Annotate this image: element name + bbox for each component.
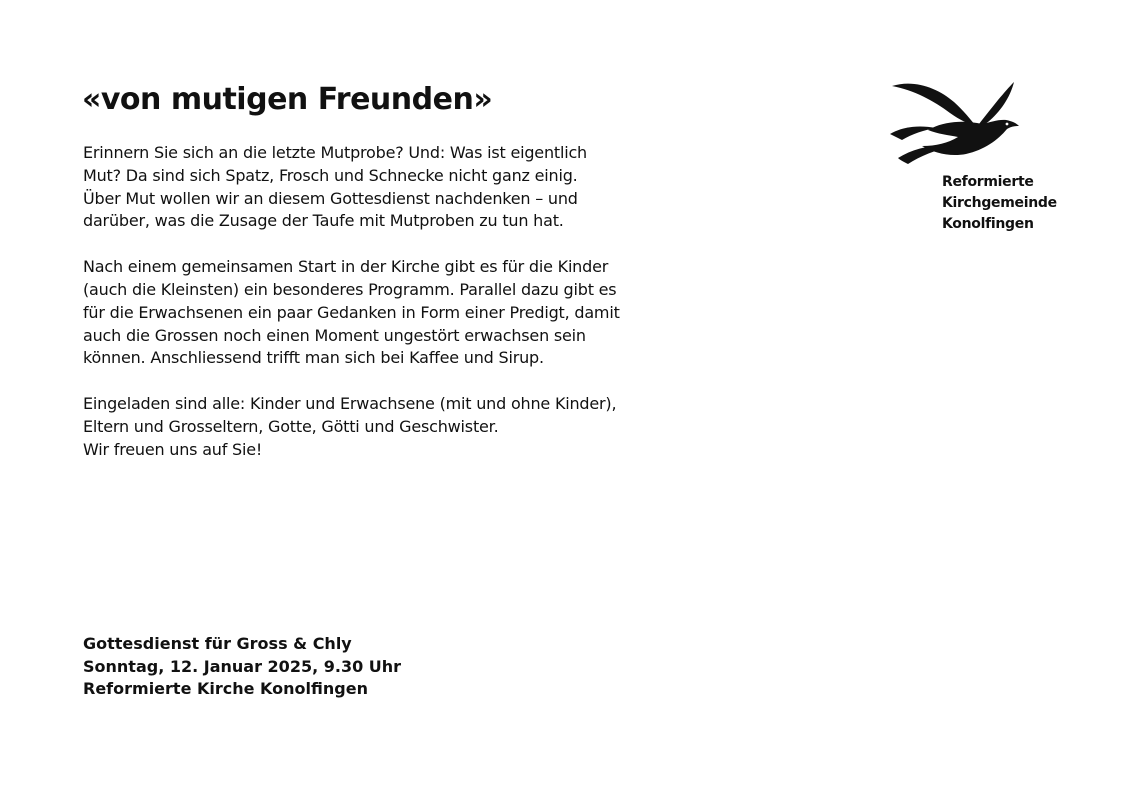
text-line: auch die Grossen noch einen Moment ungestört erwachsen sein (83, 325, 586, 345)
text-line: Wir freuen uns auf Sie! (83, 439, 263, 459)
paragraph-invitation (83, 393, 683, 461)
text-line: können. Anschliessend trifft man sich bei Kaffee und Sirup. (83, 348, 544, 368)
org-name-line: Reformierte (942, 174, 1034, 190)
event-name: Gottesdienst für Gross & Chly (83, 634, 352, 653)
body-text (83, 142, 683, 485)
text-line: (auch die Kleinsten) ein besonderes Programm. Parallel dazu gibt es (83, 279, 617, 299)
text-line: Nach einem gemeinsamen Start in der Kirche gibt es für die Kinder (83, 257, 609, 277)
org-name-line: Konolfingen (942, 216, 1034, 232)
text-line: Eltern und Grosseltern, Gotte, Götti und Geschwister. (83, 416, 499, 436)
org-name-line: Kirchgemeinde (942, 195, 1057, 211)
dove-icon (890, 80, 1022, 166)
event-datetime: Sonntag, 12. Januar 2025, 9.30 Uhr (83, 656, 402, 676)
text-line: darüber, was die Zusage der Taufe mit Mutproben zu tun hat. (83, 211, 564, 231)
paragraph-program (83, 256, 683, 370)
church-logo (890, 80, 1070, 235)
text-line: für die Erwachsenen ein paar Gedanken in Form einer Predigt, damit (83, 302, 620, 322)
text-line: Erinnern Sie sich an die letzte Mutprobe? Und: Was ist eigentlich (83, 143, 587, 162)
organization-name (942, 172, 1070, 235)
event-location: Reformierte Kirche Konolfingen (83, 679, 368, 698)
event-details (83, 633, 401, 701)
page-title: «von mutigen Freunden» (82, 82, 493, 117)
paragraph-intro (83, 142, 683, 233)
text-line: Mut? Da sind sich Spatz, Frosch und Schnecke nicht ganz einig. (83, 165, 578, 185)
text-line: Eingeladen sind alle: Kinder und Erwachsene (mit und ohne Kinder), (83, 394, 617, 414)
text-line: Über Mut wollen wir an diesem Gottesdienst nachdenken – und (83, 188, 578, 208)
